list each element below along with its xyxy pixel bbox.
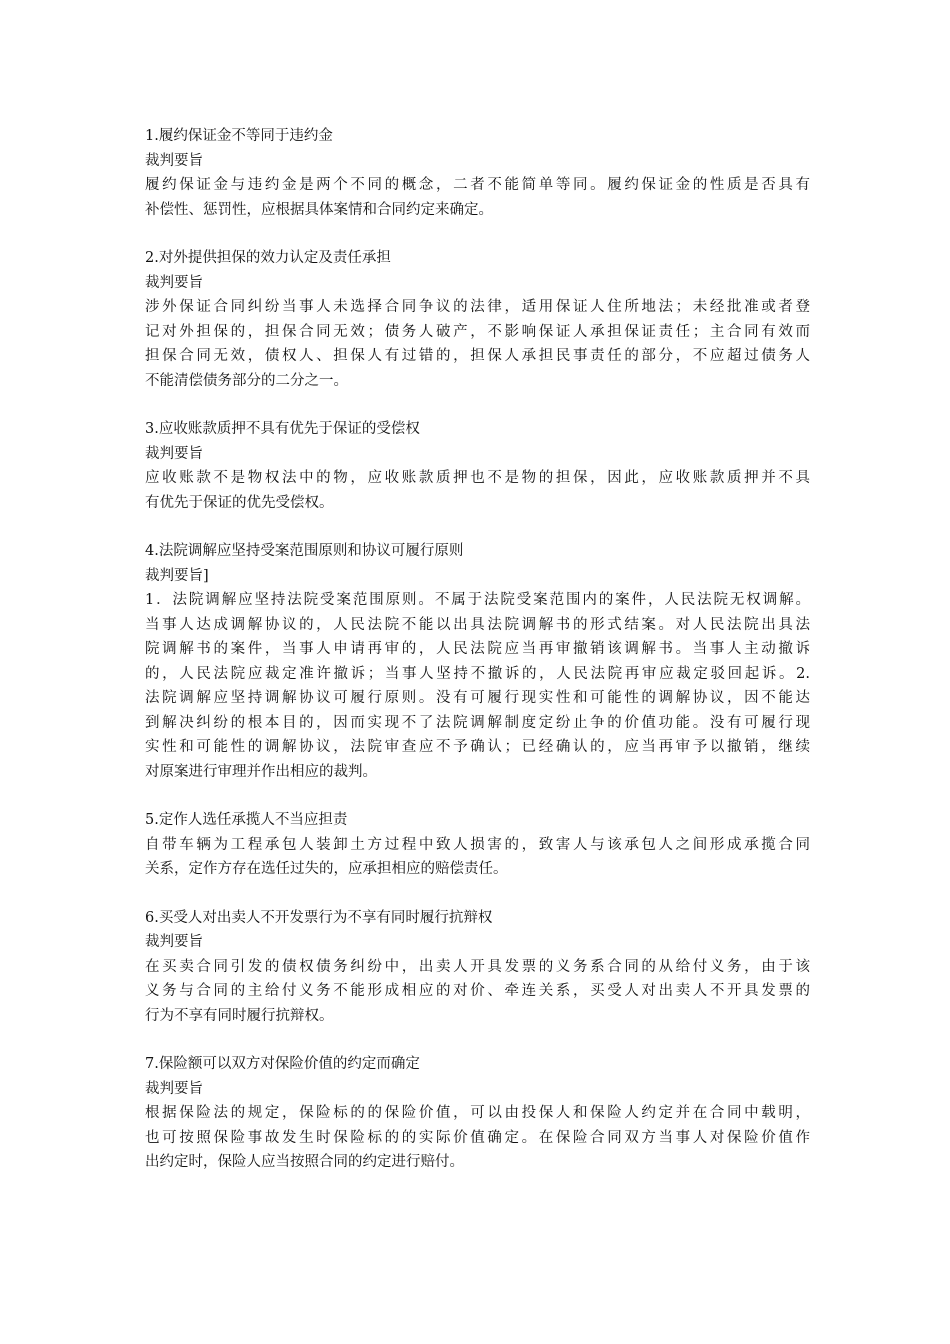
body-line: 不能清偿债务部分的二分之一。 bbox=[145, 372, 348, 389]
section-title: 7.保险额可以双方对保险价值的约定而确定 bbox=[145, 1056, 420, 1072]
body-line: 记对外担保的，担保合同无效；债务人破产，不影响保证人承担保证责任；主合同有效而 bbox=[145, 323, 810, 340]
body-line: 当事人达成调解协议的，人民法院不能以出具法院调解书的形式结案。对人民法院出具法 bbox=[145, 616, 810, 633]
section-subtitle: 裁判要旨 bbox=[145, 1080, 203, 1097]
section-2 bbox=[145, 246, 810, 393]
body-line: 1．法院调解应坚持法院受案范围原则。不属于法院受案范围内的案件，人民法院无权调解。 bbox=[145, 592, 810, 608]
body-line: 涉外保证合同纠纷当事人未选择合同争议的法律，适用保证人住所地法；未经批准或者登 bbox=[145, 299, 810, 315]
body-line: 有优先于保证的优先受偿权。 bbox=[145, 494, 334, 511]
body-line: 义务与合同的主给付义务不能形成相应的对价、牵连关系，买受人对出卖人不开具发票的 bbox=[145, 983, 810, 999]
body-line: 院调解书的案件，当事人申请再审的，人民法院应当再审撤销该调解书。当事人主动撤诉 bbox=[145, 641, 810, 657]
section-4 bbox=[145, 539, 810, 784]
section-title: 6.买受人对出卖人不开发票行为不享有同时履行抗辩权 bbox=[145, 909, 493, 926]
section-subtitle: 裁判要旨 bbox=[145, 445, 203, 462]
section-3 bbox=[145, 417, 810, 515]
section-body bbox=[145, 295, 810, 393]
body-line: 根据保险法的规定，保险标的的保险价值，可以由投保人和保险人约定并在合同中载明， bbox=[145, 1105, 810, 1121]
section-title: 2.对外提供担保的效力认定及责任承担 bbox=[145, 250, 391, 266]
section-title: 1.履约保证金不等同于违约金 bbox=[145, 128, 333, 144]
body-line: 担保合同无效，债权人、担保人有过错的，担保人承担民事责任的部分，不应超过债务人 bbox=[145, 348, 810, 364]
body-line: 履约保证金与违约金是两个不同的概念，二者不能简单等同。履约保证金的性质是否具有 bbox=[145, 177, 810, 193]
body-line: 应收账款不是物权法中的物，应收账款质押也不是物的担保，因此，应收账款质押并不具 bbox=[145, 470, 810, 486]
section-body bbox=[145, 173, 810, 222]
section-body bbox=[145, 955, 810, 1029]
section-subtitle: 裁判要旨 bbox=[145, 934, 203, 950]
body-line: 补偿性、惩罚性，应根据具体案情和合同约定来确定。 bbox=[145, 201, 493, 218]
section-7 bbox=[145, 1052, 810, 1175]
body-line: 到解决纠纷的根本目的，因而实现不了法院调解制度定纷止争的价值功能。没有可履行现 bbox=[145, 714, 810, 731]
section-title: 5.定作人选任承揽人不当应担责 bbox=[145, 812, 348, 828]
section-subtitle: 裁判要旨] bbox=[145, 567, 209, 584]
section-subtitle: 裁判要旨 bbox=[145, 152, 203, 169]
body-line: 也可按照保险事故发生时保险标的的实际价值确定。在保险合同双方当事人对保险价值作 bbox=[145, 1129, 810, 1146]
body-line: 出约定时，保险人应当按照合同的约定进行赔付。 bbox=[145, 1154, 464, 1170]
body-line: 关系，定作方存在选任过失的，应承担相应的赔偿责任。 bbox=[145, 861, 508, 877]
body-line: 行为不享有同时履行抗辩权。 bbox=[145, 1007, 334, 1024]
section-body bbox=[145, 588, 810, 784]
body-line: 实性和可能性的调解协议，法院审查应不予确认；已经确认的，应当再审予以撤销，继续 bbox=[145, 739, 810, 755]
section-6 bbox=[145, 906, 810, 1029]
section-body bbox=[145, 1101, 810, 1175]
section-5 bbox=[145, 808, 810, 882]
body-line: 自带车辆为工程承包人装卸土方过程中致人损害的，致害人与该承包人之间形成承揽合同 bbox=[145, 836, 810, 853]
section-title: 4.法院调解应坚持受案范围原则和协议可履行原则 bbox=[145, 543, 464, 559]
body-line: 对原案进行审理并作出相应的裁判。 bbox=[145, 763, 377, 780]
section-title: 3.应收账款质押不具有优先于保证的受偿权 bbox=[145, 421, 420, 437]
section-body bbox=[145, 833, 810, 882]
section-body bbox=[145, 466, 810, 515]
section-1 bbox=[145, 124, 810, 222]
document-page bbox=[145, 124, 810, 1199]
body-line: 的，人民法院应裁定准许撤诉；当事人坚持不撤诉的，人民法院再审应裁定驳回起诉。2. bbox=[145, 665, 810, 682]
section-subtitle: 裁判要旨 bbox=[145, 274, 203, 291]
body-line: 法院调解应坚持调解协议可履行原则。没有可履行现实性和可能性的调解协议，因不能达 bbox=[145, 690, 810, 706]
body-line: 在买卖合同引发的债权债务纠纷中，出卖人开具发票的义务系合同的从给付义务，由于该 bbox=[145, 958, 810, 975]
